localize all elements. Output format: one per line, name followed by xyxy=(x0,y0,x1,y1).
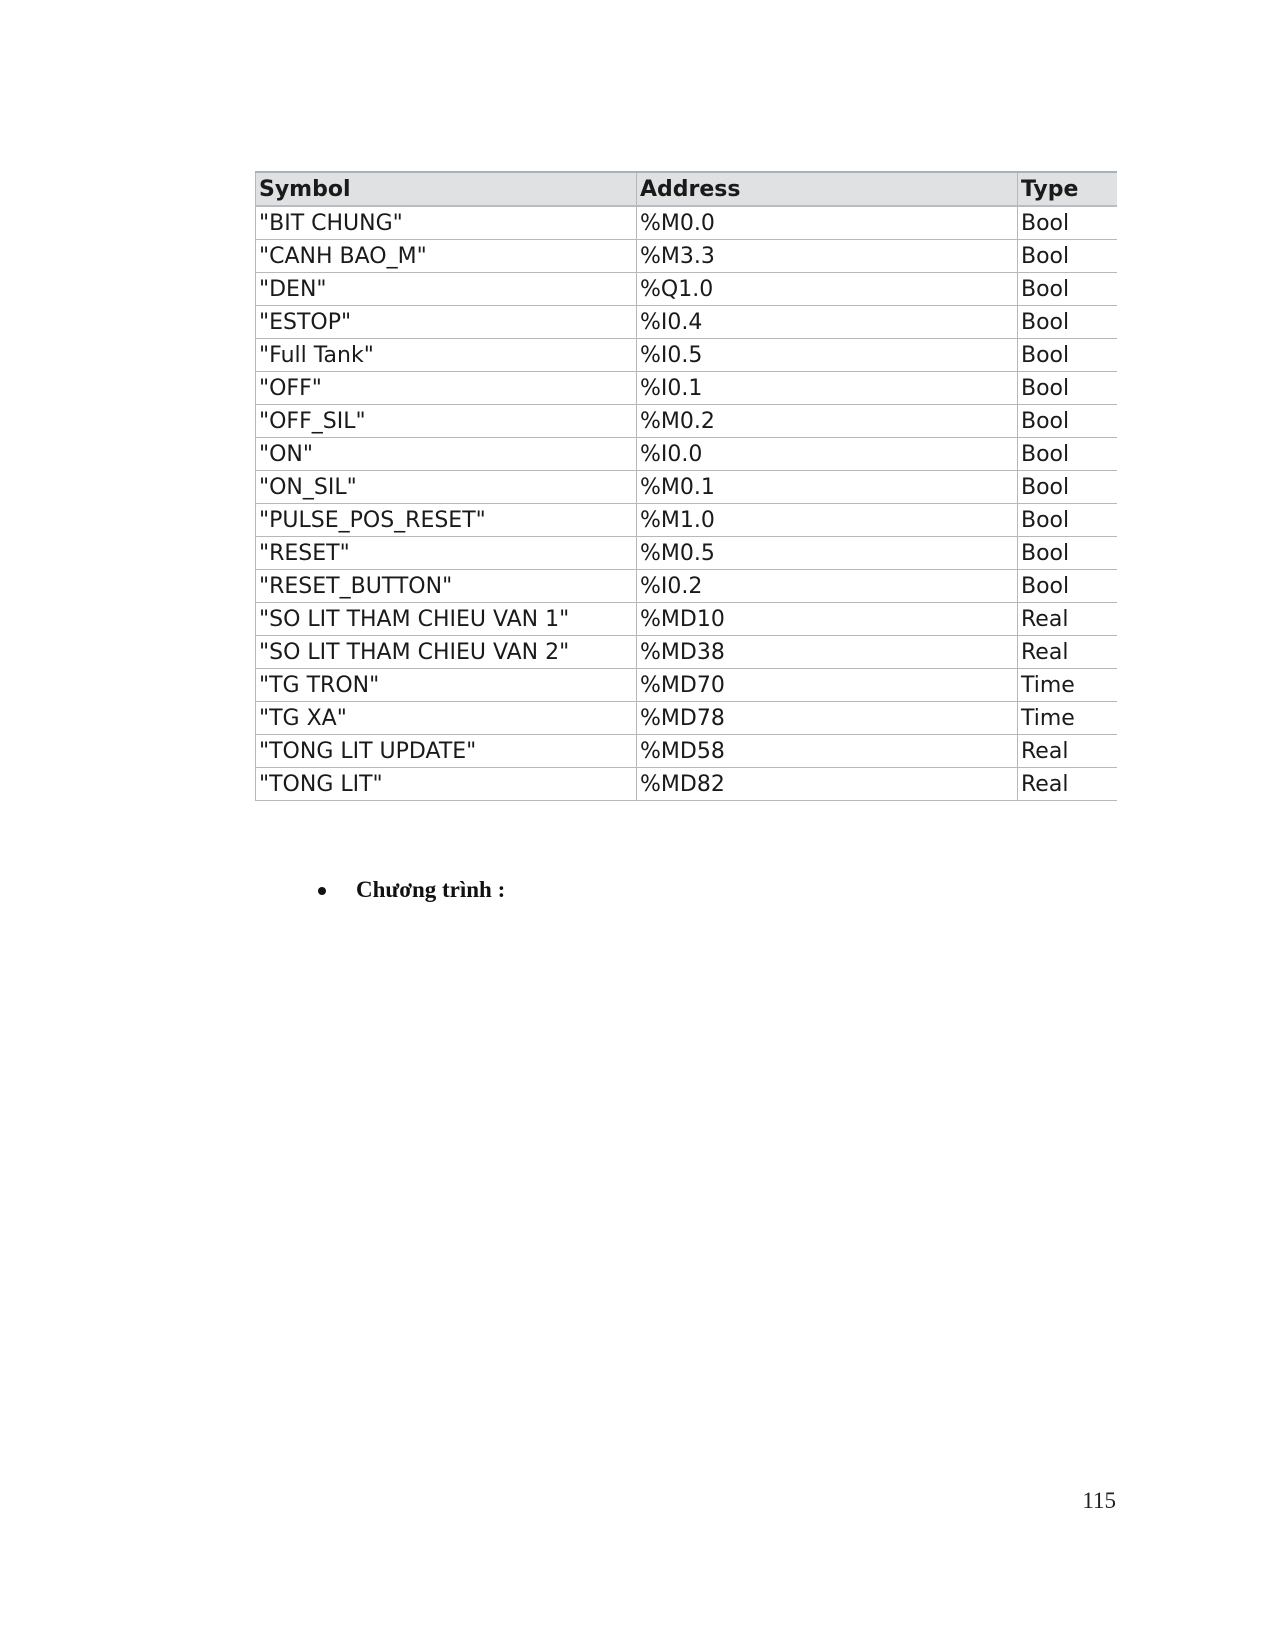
cell-symbol: "TG XA" xyxy=(256,702,637,735)
table-header xyxy=(256,172,1117,206)
cell-type: Bool xyxy=(1018,471,1117,504)
table-row xyxy=(256,438,1117,471)
cell-symbol: "PULSE_POS_RESET" xyxy=(256,504,637,537)
column-header-type: Type xyxy=(1018,172,1117,206)
cell-type: Real xyxy=(1018,603,1117,636)
table-row xyxy=(256,537,1117,570)
table-row xyxy=(256,702,1117,735)
table-row xyxy=(256,504,1117,537)
cell-address: %M3.3 xyxy=(637,240,1018,273)
cell-type: Real xyxy=(1018,735,1117,768)
cell-symbol: "Full Tank" xyxy=(256,339,637,372)
table-row xyxy=(256,669,1117,702)
cell-type: Bool xyxy=(1018,339,1117,372)
page-number: 115 xyxy=(1082,1488,1116,1513)
cell-address: %MD70 xyxy=(637,669,1018,702)
cell-type: Bool xyxy=(1018,240,1117,273)
table-row xyxy=(256,471,1117,504)
cell-symbol: "CANH BAO_M" xyxy=(256,240,637,273)
cell-type: Bool xyxy=(1018,504,1117,537)
cell-address: %I0.5 xyxy=(637,339,1018,372)
cell-type: Bool xyxy=(1018,206,1117,240)
cell-symbol: "ON" xyxy=(256,438,637,471)
cell-symbol: "TG TRON" xyxy=(256,669,637,702)
cell-symbol: "OFF_SIL" xyxy=(256,405,637,438)
cell-address: %MD78 xyxy=(637,702,1018,735)
plc-tag-table xyxy=(255,171,1117,801)
cell-type: Real xyxy=(1018,636,1117,669)
table-row xyxy=(256,240,1117,273)
cell-address: %Q1.0 xyxy=(637,273,1018,306)
cell-address: %MD38 xyxy=(637,636,1018,669)
table-row xyxy=(256,306,1117,339)
cell-address: %MD58 xyxy=(637,735,1018,768)
bullet-icon xyxy=(318,887,326,895)
cell-type: Bool xyxy=(1018,306,1117,339)
cell-symbol: "BIT CHUNG" xyxy=(256,206,637,240)
table-row xyxy=(256,570,1117,603)
cell-address: %M0.1 xyxy=(637,471,1018,504)
cell-symbol: "ESTOP" xyxy=(256,306,637,339)
cell-symbol: "TONG LIT" xyxy=(256,768,637,801)
cell-symbol: "RESET" xyxy=(256,537,637,570)
cell-address: %I0.0 xyxy=(637,438,1018,471)
cell-address: %M0.5 xyxy=(637,537,1018,570)
cell-address: %M0.0 xyxy=(637,206,1018,240)
column-header-address: Address xyxy=(637,172,1018,206)
cell-symbol: "TONG LIT UPDATE" xyxy=(256,735,637,768)
table-row xyxy=(256,768,1117,801)
cell-type: Bool xyxy=(1018,570,1117,603)
table-row xyxy=(256,273,1117,306)
table-row xyxy=(256,405,1117,438)
cell-symbol: "SO LIT THAM CHIEU VAN 1" xyxy=(256,603,637,636)
bulleted-section-heading xyxy=(318,877,505,903)
cell-address: %MD82 xyxy=(637,768,1018,801)
cell-type: Bool xyxy=(1018,438,1117,471)
cell-symbol: "RESET_BUTTON" xyxy=(256,570,637,603)
cell-symbol: "OFF" xyxy=(256,372,637,405)
table-row xyxy=(256,636,1117,669)
header-row xyxy=(256,172,1117,206)
column-header-symbol: Symbol xyxy=(256,172,637,206)
cell-symbol: "SO LIT THAM CHIEU VAN 2" xyxy=(256,636,637,669)
cell-symbol: "ON_SIL" xyxy=(256,471,637,504)
table-row xyxy=(256,372,1117,405)
cell-type: Bool xyxy=(1018,537,1117,570)
table-row xyxy=(256,735,1117,768)
section-heading-text: Chương trình : xyxy=(356,877,506,902)
cell-address: %I0.1 xyxy=(637,372,1018,405)
cell-type: Bool xyxy=(1018,273,1117,306)
cell-address: %MD10 xyxy=(637,603,1018,636)
cell-type: Real xyxy=(1018,768,1117,801)
table-row xyxy=(256,603,1117,636)
cell-symbol: "DEN" xyxy=(256,273,637,306)
cell-address: %I0.2 xyxy=(637,570,1018,603)
table-row xyxy=(256,206,1117,240)
cell-address: %I0.4 xyxy=(637,306,1018,339)
table-body xyxy=(256,206,1117,801)
cell-type: Time xyxy=(1018,669,1117,702)
cell-type: Time xyxy=(1018,702,1117,735)
table-row xyxy=(256,339,1117,372)
cell-address: %M1.0 xyxy=(637,504,1018,537)
cell-type: Bool xyxy=(1018,405,1117,438)
cell-type: Bool xyxy=(1018,372,1117,405)
cell-address: %M0.2 xyxy=(637,405,1018,438)
